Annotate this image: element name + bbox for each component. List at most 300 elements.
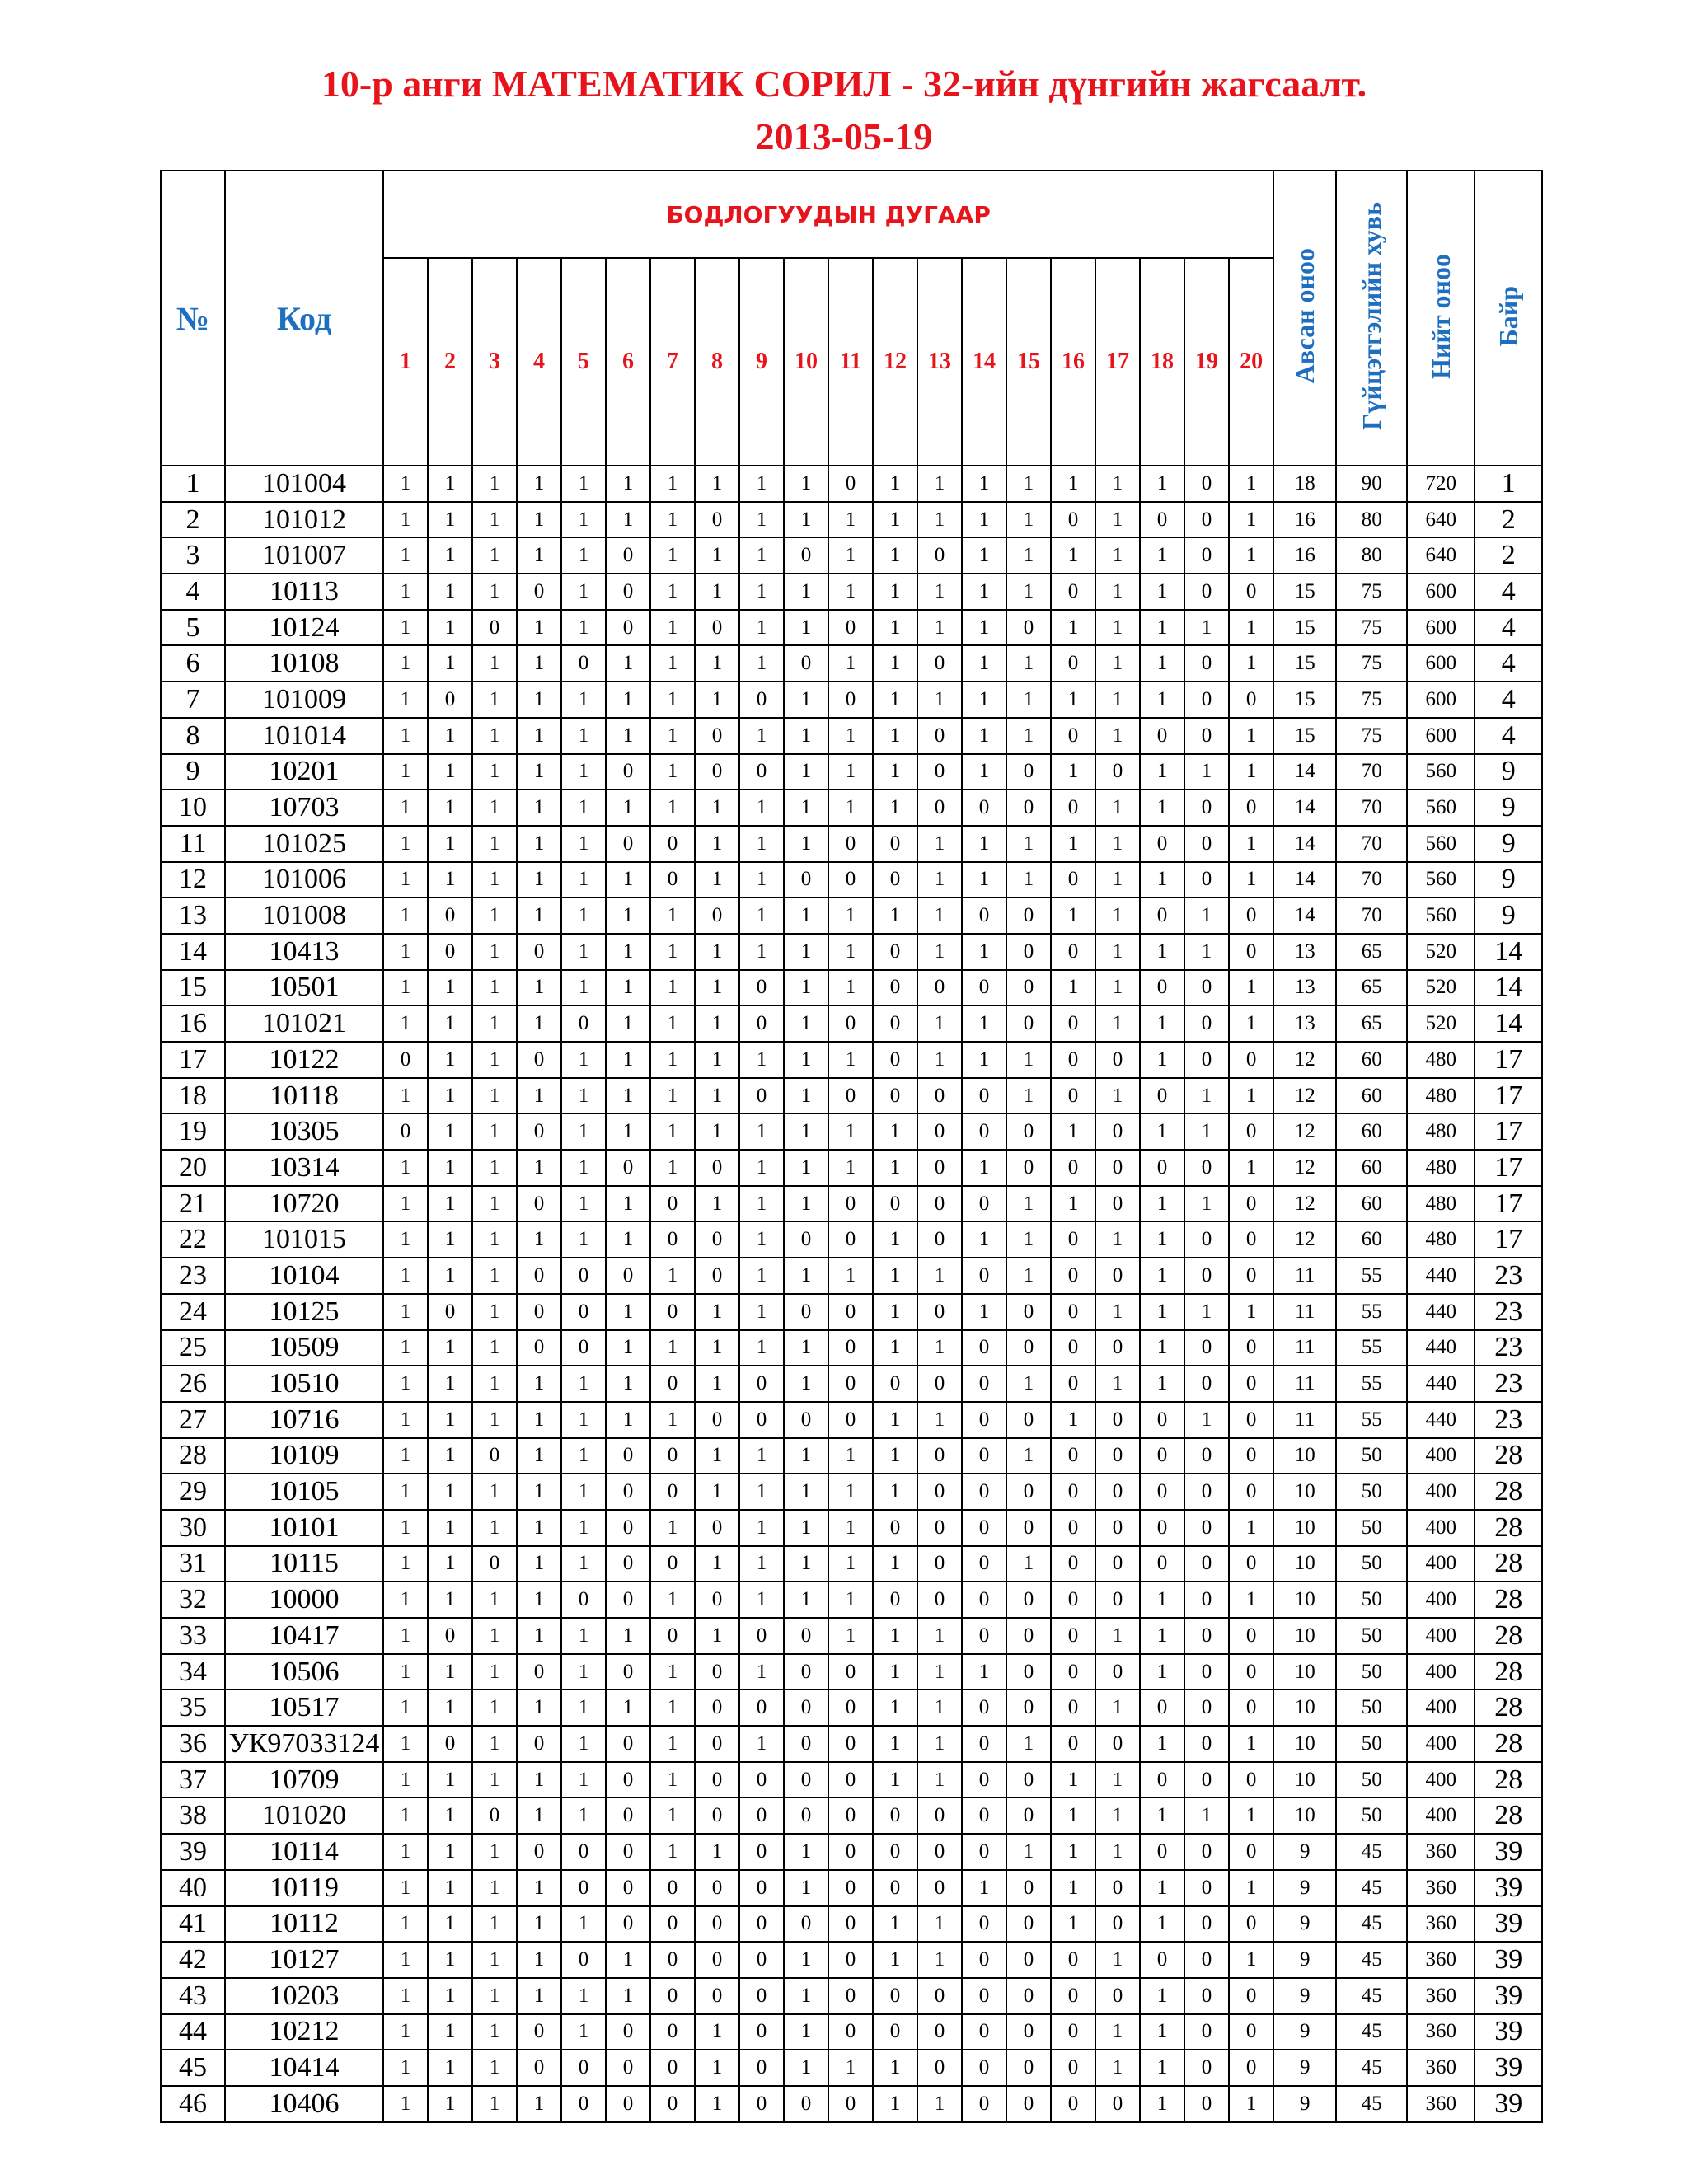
answer-cell: 1 — [1006, 574, 1051, 610]
answer-cell: 1 — [383, 898, 428, 934]
row-total: 600 — [1407, 682, 1475, 718]
answer-cell: 1 — [1051, 754, 1095, 790]
answer-cell: 0 — [962, 1330, 1006, 1366]
table-row — [161, 1113, 1542, 1150]
answer-cell: 1 — [517, 1005, 561, 1042]
answer-cell: 1 — [383, 754, 428, 790]
answer-cell: 1 — [472, 1330, 517, 1366]
answer-cell: 0 — [1006, 2014, 1051, 2050]
answer-cell: 1 — [1140, 574, 1184, 610]
table-row — [161, 934, 1542, 970]
row-total: 400 — [1407, 1438, 1475, 1474]
header-problem-20: 20 — [1229, 258, 1273, 466]
row-score: 16 — [1273, 537, 1336, 574]
answer-cell: 0 — [739, 1797, 784, 1834]
answer-cell: 1 — [561, 1150, 606, 1186]
answer-cell: 0 — [1184, 1438, 1229, 1474]
answer-cell: 0 — [828, 1797, 873, 1834]
answer-cell: 1 — [517, 645, 561, 682]
answer-cell: 0 — [1184, 502, 1229, 538]
row-score: 14 — [1273, 862, 1336, 898]
row-percent: 60 — [1336, 1221, 1407, 1258]
table-row — [161, 1474, 1542, 1510]
answer-cell: 1 — [650, 1654, 695, 1690]
table-row — [161, 1797, 1542, 1834]
answer-cell: 0 — [1006, 1582, 1051, 1618]
answer-cell: 1 — [1229, 1005, 1273, 1042]
row-rank: 2 — [1475, 537, 1542, 574]
answer-cell: 1 — [1184, 754, 1229, 790]
answer-cell: 1 — [561, 1797, 606, 1834]
answer-cell: 1 — [606, 1942, 650, 1978]
row-score: 9 — [1273, 2086, 1336, 2122]
answer-cell: 0 — [1184, 1834, 1229, 1870]
table-row — [161, 1186, 1542, 1222]
answer-cell: 0 — [428, 1294, 472, 1330]
answer-cell: 1 — [428, 1510, 472, 1546]
answer-cell: 1 — [873, 718, 917, 754]
answer-cell: 1 — [517, 1510, 561, 1546]
answer-cell: 0 — [873, 1797, 917, 1834]
answer-cell: 1 — [472, 1221, 517, 1258]
row-percent: 75 — [1336, 682, 1407, 718]
answer-cell: 1 — [873, 1402, 917, 1438]
answer-cell: 0 — [606, 1546, 650, 1582]
answer-cell: 1 — [695, 2014, 739, 2050]
row-code: 101006 — [225, 862, 383, 898]
answer-cell: 1 — [650, 898, 695, 934]
answer-cell: 0 — [606, 1438, 650, 1474]
answer-cell: 0 — [1095, 1654, 1140, 1690]
table-row — [161, 1618, 1542, 1654]
answer-cell: 0 — [739, 1005, 784, 1042]
answer-cell: 1 — [1095, 1294, 1140, 1330]
answer-cell: 0 — [917, 970, 962, 1006]
answer-cell: 1 — [917, 1330, 962, 1366]
answer-cell: 1 — [1006, 1221, 1051, 1258]
answer-cell: 1 — [428, 1005, 472, 1042]
answer-cell: 1 — [517, 1150, 561, 1186]
answer-cell: 1 — [428, 1330, 472, 1366]
row-percent: 70 — [1336, 898, 1407, 934]
answer-cell: 1 — [1051, 826, 1095, 862]
answer-cell: 0 — [1006, 610, 1051, 646]
answer-cell: 0 — [917, 1797, 962, 1834]
answer-cell: 1 — [517, 1906, 561, 1943]
row-percent: 65 — [1336, 1005, 1407, 1042]
answer-cell: 0 — [606, 1726, 650, 1762]
answer-cell: 0 — [917, 754, 962, 790]
answer-cell: 1 — [650, 1005, 695, 1042]
answer-cell: 1 — [383, 862, 428, 898]
table-row — [161, 2086, 1542, 2122]
answer-cell: 0 — [1140, 1546, 1184, 1582]
answer-cell: 1 — [695, 574, 739, 610]
answer-cell: 1 — [517, 1690, 561, 1726]
answer-cell: 1 — [650, 1510, 695, 1546]
answer-cell: 0 — [1184, 2086, 1229, 2122]
row-percent: 90 — [1336, 466, 1407, 502]
answer-cell: 1 — [650, 1042, 695, 1078]
answer-cell: 0 — [1006, 1870, 1051, 1906]
answer-cell: 0 — [1051, 862, 1095, 898]
answer-cell: 0 — [472, 1546, 517, 1582]
answer-cell: 1 — [1184, 1294, 1229, 1330]
answer-cell: 0 — [917, 1294, 962, 1330]
table-row — [161, 1366, 1542, 1402]
answer-cell: 1 — [873, 1294, 917, 1330]
table-row — [161, 1330, 1542, 1366]
answer-cell: 1 — [561, 1546, 606, 1582]
answer-cell: 1 — [1229, 1582, 1273, 1618]
answer-cell: 0 — [784, 537, 828, 574]
answer-cell: 0 — [1095, 1330, 1140, 1366]
answer-cell: 0 — [1051, 502, 1095, 538]
answer-cell: 0 — [1095, 1402, 1140, 1438]
answer-cell: 1 — [962, 645, 1006, 682]
answer-cell: 1 — [472, 862, 517, 898]
answer-cell: 0 — [606, 1582, 650, 1618]
answer-cell: 1 — [650, 537, 695, 574]
row-code: 10125 — [225, 1294, 383, 1330]
answer-cell: 0 — [1184, 862, 1229, 898]
row-rank: 17 — [1475, 1042, 1542, 1078]
header-code: Код — [225, 171, 383, 466]
answer-cell: 1 — [650, 1762, 695, 1798]
answer-cell: 0 — [784, 1294, 828, 1330]
answer-cell: 0 — [1051, 1474, 1095, 1510]
row-score: 12 — [1273, 1150, 1336, 1186]
answer-cell: 0 — [606, 2014, 650, 2050]
row-score: 11 — [1273, 1258, 1336, 1294]
answer-cell: 1 — [1006, 1186, 1051, 1222]
answer-cell: 0 — [695, 1221, 739, 1258]
row-code: 101020 — [225, 1797, 383, 1834]
answer-cell: 0 — [1229, 934, 1273, 970]
answer-cell: 1 — [1229, 537, 1273, 574]
row-number: 17 — [161, 1042, 225, 1078]
answer-cell: 1 — [1051, 1186, 1095, 1222]
row-score: 11 — [1273, 1366, 1336, 1402]
row-total: 560 — [1407, 862, 1475, 898]
answer-cell: 0 — [650, 826, 695, 862]
answer-cell: 1 — [873, 1942, 917, 1978]
answer-cell: 1 — [695, 1005, 739, 1042]
answer-cell: 0 — [962, 2050, 1006, 2086]
answer-cell: 1 — [561, 790, 606, 826]
answer-cell: 0 — [1006, 1402, 1051, 1438]
table-row — [161, 826, 1542, 862]
row-percent: 60 — [1336, 1150, 1407, 1186]
answer-cell: 1 — [1051, 682, 1095, 718]
row-rank: 39 — [1475, 2050, 1542, 2086]
answer-cell: 0 — [1184, 1330, 1229, 1366]
answer-cell: 0 — [1095, 1113, 1140, 1150]
row-number: 44 — [161, 2014, 225, 2050]
answer-cell: 1 — [695, 2086, 739, 2122]
answer-cell: 1 — [739, 790, 784, 826]
answer-cell: 1 — [1140, 1113, 1184, 1150]
answer-cell: 0 — [1184, 1258, 1229, 1294]
answer-cell: 1 — [650, 790, 695, 826]
row-number: 6 — [161, 645, 225, 682]
answer-cell: 0 — [1184, 1726, 1229, 1762]
answer-cell: 1 — [739, 826, 784, 862]
row-rank: 4 — [1475, 574, 1542, 610]
answer-cell: 0 — [1095, 2086, 1140, 2122]
answer-cell: 1 — [1095, 645, 1140, 682]
answer-cell: 1 — [962, 1150, 1006, 1186]
answer-cell: 0 — [1051, 1510, 1095, 1546]
header-score: Авсан оноо — [1289, 248, 1320, 384]
answer-cell: 0 — [739, 1762, 784, 1798]
answer-cell: 1 — [1140, 537, 1184, 574]
answer-cell: 0 — [1051, 1942, 1095, 1978]
row-total: 480 — [1407, 1042, 1475, 1078]
answer-cell: 1 — [695, 1834, 739, 1870]
answer-cell: 0 — [1184, 826, 1229, 862]
row-total: 440 — [1407, 1402, 1475, 1438]
answer-cell: 1 — [873, 1113, 917, 1150]
table-row — [161, 862, 1542, 898]
answer-cell: 1 — [873, 1474, 917, 1510]
answer-cell: 1 — [383, 610, 428, 646]
answer-cell: 1 — [383, 645, 428, 682]
answer-cell: 0 — [517, 1042, 561, 1078]
answer-cell: 1 — [784, 1582, 828, 1618]
answer-cell: 0 — [1051, 1221, 1095, 1258]
answer-cell: 0 — [917, 1546, 962, 1582]
answer-cell: 1 — [917, 610, 962, 646]
answer-cell: 1 — [428, 2086, 472, 2122]
header-problem-16: 16 — [1051, 258, 1095, 466]
answer-cell: 1 — [650, 718, 695, 754]
answer-cell: 1 — [517, 1762, 561, 1798]
answer-cell: 1 — [517, 1402, 561, 1438]
answer-cell: 1 — [1095, 574, 1140, 610]
answer-cell: 1 — [1095, 1005, 1140, 1042]
answer-cell: 1 — [1006, 502, 1051, 538]
answer-cell: 1 — [739, 1150, 784, 1186]
answer-cell: 0 — [1051, 1078, 1095, 1114]
header-score-cell — [1273, 171, 1336, 466]
answer-cell: 1 — [695, 970, 739, 1006]
answer-cell: 1 — [1140, 934, 1184, 970]
row-code: 101012 — [225, 502, 383, 538]
answer-cell: 1 — [1140, 1005, 1184, 1042]
answer-cell: 1 — [784, 1078, 828, 1114]
answer-cell: 0 — [1229, 1690, 1273, 1726]
row-total: 400 — [1407, 1474, 1475, 1510]
row-total: 480 — [1407, 1113, 1475, 1150]
row-number: 42 — [161, 1942, 225, 1978]
row-number: 4 — [161, 574, 225, 610]
answer-cell: 1 — [1006, 466, 1051, 502]
answer-cell: 0 — [962, 1797, 1006, 1834]
answer-cell: 0 — [695, 898, 739, 934]
answer-cell: 1 — [784, 1042, 828, 1078]
row-total: 400 — [1407, 1690, 1475, 1726]
answer-cell: 1 — [1051, 1762, 1095, 1798]
row-total: 360 — [1407, 2014, 1475, 2050]
answer-cell: 1 — [1006, 1078, 1051, 1114]
answer-cell: 0 — [1051, 1582, 1095, 1618]
answer-cell: 1 — [428, 1474, 472, 1510]
row-score: 14 — [1273, 754, 1336, 790]
row-total: 480 — [1407, 1150, 1475, 1186]
answer-cell: 0 — [695, 1582, 739, 1618]
answer-cell: 1 — [383, 1618, 428, 1654]
answer-cell: 0 — [561, 1582, 606, 1618]
row-percent: 60 — [1336, 1078, 1407, 1114]
row-rank: 4 — [1475, 610, 1542, 646]
answer-cell: 1 — [873, 645, 917, 682]
answer-cell: 0 — [650, 1474, 695, 1510]
answer-cell: 1 — [383, 1330, 428, 1366]
answer-cell: 0 — [1006, 2086, 1051, 2122]
answer-cell: 1 — [428, 2014, 472, 2050]
answer-cell: 0 — [739, 2014, 784, 2050]
row-rank: 2 — [1475, 502, 1542, 538]
answer-cell: 1 — [739, 466, 784, 502]
row-code: 10305 — [225, 1113, 383, 1150]
answer-cell: 1 — [784, 754, 828, 790]
answer-cell: 1 — [650, 502, 695, 538]
row-score: 13 — [1273, 934, 1336, 970]
answer-cell: 1 — [917, 1258, 962, 1294]
answer-cell: 0 — [784, 1402, 828, 1438]
page-title: 10-р анги МАТЕМАТИК СОРИЛ - 32-ийн дүнгийн жагсаалт. — [321, 63, 1367, 105]
answer-cell: 1 — [472, 645, 517, 682]
answer-cell: 1 — [873, 1546, 917, 1582]
answer-cell: 1 — [561, 1762, 606, 1798]
answer-cell: 1 — [1229, 862, 1273, 898]
table-row — [161, 2050, 1542, 2086]
answer-cell: 1 — [428, 574, 472, 610]
answer-cell: 0 — [1229, 1402, 1273, 1438]
answer-cell: 1 — [917, 1042, 962, 1078]
row-code: 10112 — [225, 1906, 383, 1943]
answer-cell: 1 — [650, 1726, 695, 1762]
row-total: 520 — [1407, 934, 1475, 970]
answer-cell: 0 — [1051, 1978, 1095, 2014]
answer-cell: 1 — [873, 1906, 917, 1943]
answer-cell: 0 — [1006, 898, 1051, 934]
answer-cell: 1 — [1095, 2050, 1140, 2086]
answer-cell: 0 — [1140, 1402, 1184, 1438]
answer-cell: 1 — [650, 754, 695, 790]
row-score: 10 — [1273, 1546, 1336, 1582]
answer-cell: 1 — [1229, 1510, 1273, 1546]
answer-cell: 0 — [873, 934, 917, 970]
answer-cell: 0 — [1229, 1113, 1273, 1150]
answer-cell: 1 — [561, 1474, 606, 1510]
answer-cell: 1 — [962, 934, 1006, 970]
row-total: 440 — [1407, 1258, 1475, 1294]
answer-cell: 1 — [1095, 1221, 1140, 1258]
answer-cell: 1 — [561, 1726, 606, 1762]
answer-cell: 1 — [561, 1510, 606, 1546]
row-rank: 9 — [1475, 826, 1542, 862]
answer-cell: 1 — [1229, 1797, 1273, 1834]
answer-cell: 0 — [1140, 826, 1184, 862]
table-row — [161, 970, 1542, 1006]
answer-cell: 0 — [873, 1366, 917, 1402]
row-rank: 39 — [1475, 2086, 1542, 2122]
answer-cell: 1 — [650, 1797, 695, 1834]
answer-cell: 1 — [472, 537, 517, 574]
answer-cell: 1 — [561, 1402, 606, 1438]
answer-cell: 1 — [1184, 610, 1229, 646]
answer-cell: 1 — [428, 1113, 472, 1150]
row-percent: 55 — [1336, 1258, 1407, 1294]
answer-cell: 1 — [517, 1546, 561, 1582]
answer-cell: 1 — [383, 1258, 428, 1294]
answer-cell: 0 — [1140, 1438, 1184, 1474]
row-score: 9 — [1273, 1906, 1336, 1943]
answer-cell: 0 — [606, 754, 650, 790]
answer-cell: 1 — [428, 1258, 472, 1294]
answer-cell: 0 — [1006, 1797, 1051, 1834]
answer-cell: 0 — [828, 1005, 873, 1042]
answer-cell: 1 — [383, 1906, 428, 1943]
answer-cell: 1 — [517, 1618, 561, 1654]
answer-cell: 1 — [917, 1942, 962, 1978]
answer-cell: 1 — [517, 2086, 561, 2122]
answer-cell: 1 — [1095, 466, 1140, 502]
answer-cell: 1 — [917, 1726, 962, 1762]
answer-cell: 1 — [873, 1150, 917, 1186]
answer-cell: 0 — [650, 1221, 695, 1258]
answer-cell: 0 — [739, 1870, 784, 1906]
row-number: 46 — [161, 2086, 225, 2122]
answer-cell: 0 — [606, 1797, 650, 1834]
answer-cell: 0 — [784, 862, 828, 898]
answer-cell: 1 — [472, 1906, 517, 1943]
answer-cell: 0 — [428, 682, 472, 718]
answer-cell: 0 — [561, 1870, 606, 1906]
answer-cell: 1 — [1229, 1942, 1273, 1978]
answer-cell: 0 — [606, 537, 650, 574]
row-percent: 60 — [1336, 1042, 1407, 1078]
answer-cell: 1 — [428, 1042, 472, 1078]
answer-cell: 1 — [606, 1294, 650, 1330]
answer-cell: 1 — [561, 862, 606, 898]
answer-cell: 0 — [1140, 1942, 1184, 1978]
answer-cell: 0 — [1229, 2014, 1273, 2050]
answer-cell: 0 — [784, 1654, 828, 1690]
answer-cell: 1 — [828, 970, 873, 1006]
table-row — [161, 1834, 1542, 1870]
answer-cell: 1 — [561, 1618, 606, 1654]
row-code: 10413 — [225, 934, 383, 970]
answer-cell: 1 — [917, 1906, 962, 1943]
answer-cell: 1 — [606, 1366, 650, 1402]
answer-cell: 0 — [873, 1834, 917, 1870]
answer-cell: 1 — [428, 1546, 472, 1582]
answer-cell: 0 — [650, 1294, 695, 1330]
answer-cell: 1 — [428, 1870, 472, 1906]
row-number: 33 — [161, 1618, 225, 1654]
answer-cell: 0 — [1184, 1221, 1229, 1258]
answer-cell: 1 — [695, 682, 739, 718]
table-row — [161, 466, 1542, 502]
answer-cell: 0 — [873, 826, 917, 862]
row-number: 25 — [161, 1330, 225, 1366]
answer-cell: 1 — [472, 466, 517, 502]
answer-cell: 1 — [650, 1690, 695, 1726]
answer-cell: 1 — [383, 1510, 428, 1546]
